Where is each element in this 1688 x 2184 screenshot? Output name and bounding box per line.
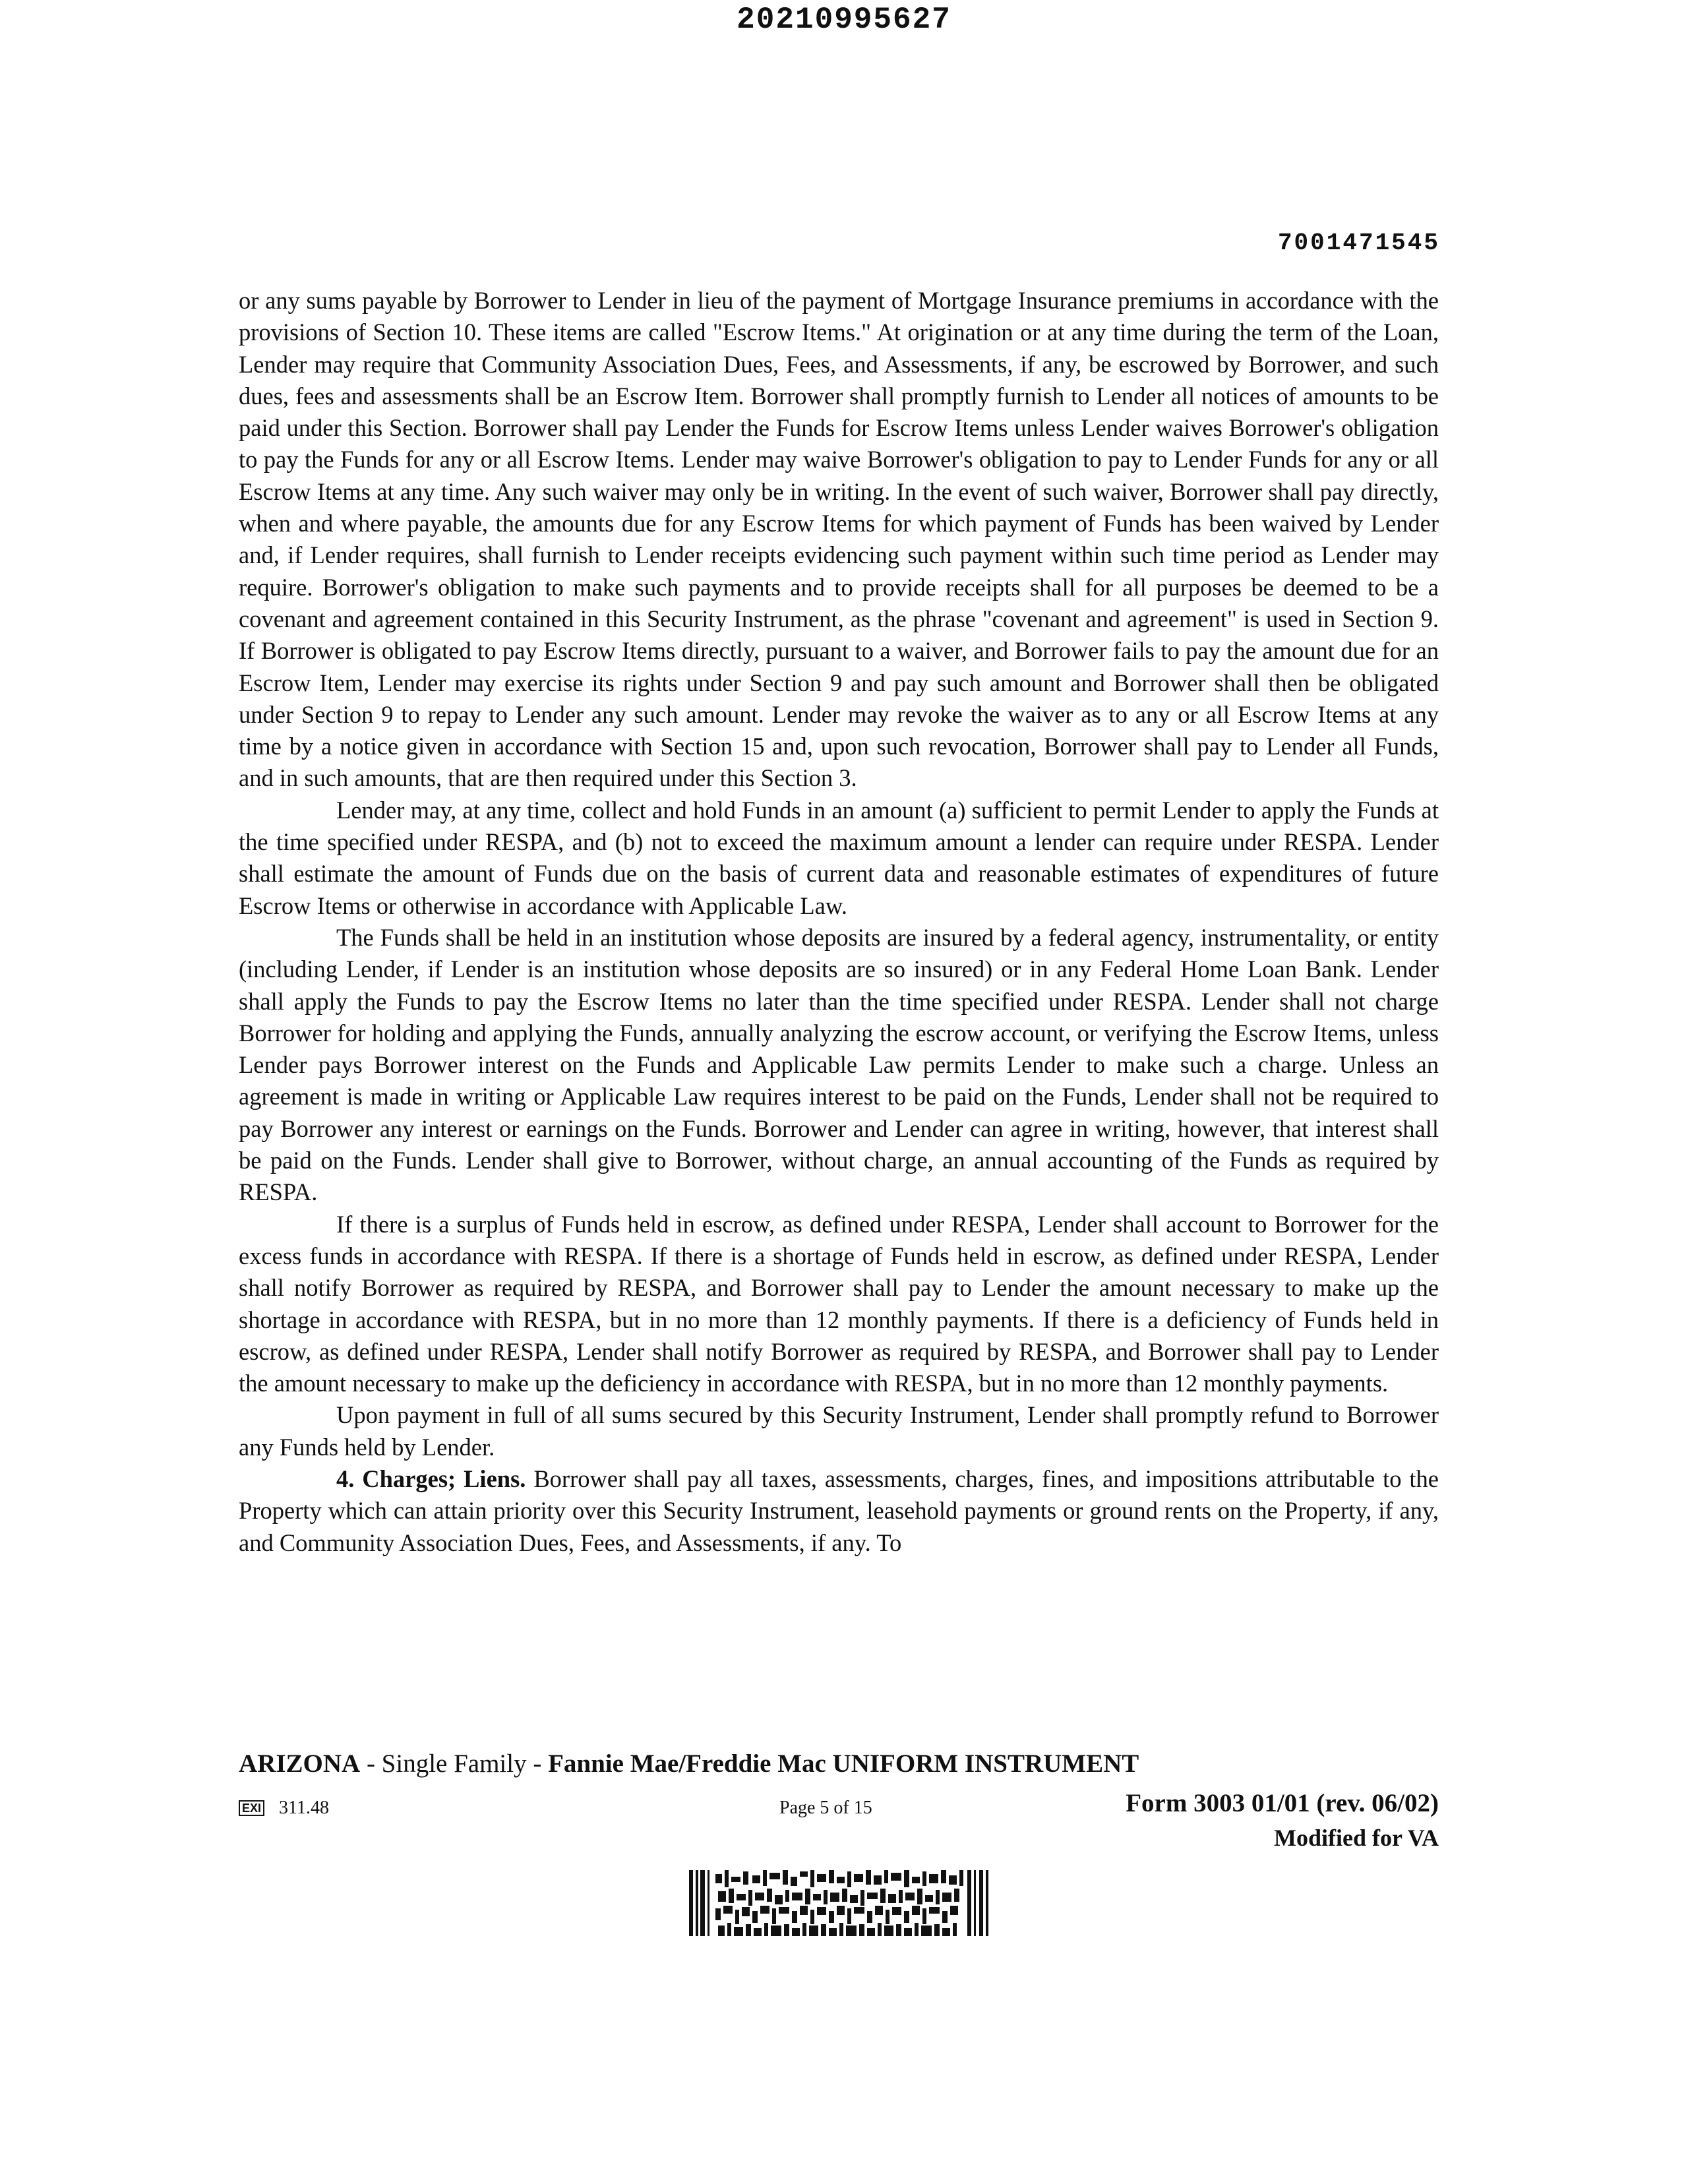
paragraph-refund: Upon payment in full of all sums secured by this Security Instrument, Lender shall promptly refund to Borrower any Funds held by Lender. bbox=[239, 1401, 1439, 1461]
barcode-icon bbox=[689, 1870, 992, 1936]
loan-number: 7001471545 bbox=[1277, 229, 1440, 257]
paragraph-surplus-shortage: If there is a surplus of Funds held in escrow, as defined under RESPA, Lender shall account to Borrower for the excess funds in accordance with RESPA. If there is a shortage of Funds held in escrow, as defined under RESPA, Lender shall notify Borrower as required by RESPA, and Borrower shall pay to Lender the amount necessary to make up the shortage in accordance with RESPA, but in no more than 12 monthly payments. If there is a deficiency of Funds held in escrow, as defined under RESPA, Lender shall notify Borrower as required by RESPA, and Borrower shall pay to Lender the amount necessary to make up the deficiency in accordance with RESPA, but in no more than 12 monthly payments. bbox=[239, 1210, 1439, 1397]
paragraph-funds-institution: The Funds shall be held in an institution whose deposits are insured by a federal agency, instrumentality, or entity (including Lender, if Lender is an institution whose deposits are so insured) or in any Federal Home Loan Bank. Lender shall apply the Funds to pay the Escrow Items no later than the time specified under RESPA. Lender shall not charge Borrower for holding and applying the Funds, annually analyzing the escrow account, or verifying the Escrow Items, unless Lender pays Borrower interest on the Funds and Applicable Law permits Lender to make such a charge. Unless an agreement is made in writing or Applicable Law requires interest to be paid on the Funds, Lender shall not be required to pay Borrower any interest or earnings on the Funds. Borrower and Lender can agree in writing, however, that interest shall be paid on the Funds. Lender shall give to Borrower, without charge, an annual accounting of the Funds as required by RESPA. bbox=[239, 923, 1439, 1206]
footer-separator: - Single Family - bbox=[360, 1749, 549, 1778]
paragraph-escrow-items: or any sums payable by Borrower to Lender in lieu of the payment of Mortgage Insurance premiums in accordance with the provisions of Section 10. These items are called "Escrow Items." At origination or at any time during the term of the Loan, Lender may require that Community Association Dues, Fees, and Assessments, if any, be escrowed by Borrower, and such dues, fees and assessments shall be an Escrow Item. Borrower shall promptly furnish to Lender all notices of amounts to be paid under this Section. Borrower shall pay Lender the Funds for Escrow Items unless Lender waives Borrower's obligation to pay the Funds for any or all Escrow Items. Lender may waive Borrower's obligation to pay to Lender Funds for any or all Escrow Items at any time. Any such waiver may only be in writing. In the event of such waiver, Borrower shall pay directly, when and where payable, the amounts due for any Escrow Items for which payment of Funds has been waived by Lender and, if Lender requires, shall furnish to Lender receipts evidencing such payment within such time period as Lender may require. Borrower's obligation to make such payments and to provide receipts shall for all purposes be deemed to be a covenant and agreement contained in this Security Instrument, as the phrase "covenant and agreement" is used in Section 9. If Borrower is obligated to pay Escrow Items directly, pursuant to a waiver, and Borrower fails to pay the amount due for an Escrow Item, Lender may exercise its rights under Section 9 and pay such amount and Borrower shall then be obligated under Section 9 to repay to Lender any such amount. Lender may revoke the waiver as to any or all Escrow Items at any time by a notice given in accordance with Section 15 and, upon such revocation, Borrower shall pay to Lender all Funds, and in such amounts, that are then required under this Section 3. bbox=[239, 287, 1439, 792]
form-logo-icon: EXI bbox=[239, 1800, 264, 1816]
form-id: Form 3003 01/01 (rev. 06/02) bbox=[1126, 1789, 1439, 1817]
footer-state: ARIZONA bbox=[239, 1749, 361, 1778]
paragraph-collect-funds: Lender may, at any time, collect and hold Funds in an amount (a) sufficient to permit Lender to apply the Funds at the time specified under RESPA, and (b) not to exceed the maximum amount a lender can require under RESPA. Lender shall estimate the amount of Funds due on the basis of current data and reasonable estimates of expenditures of future Escrow Items or otherwise in accordance with Applicable Law. bbox=[239, 796, 1439, 919]
paragraph-charges-liens bbox=[239, 1463, 1439, 1559]
footer-title bbox=[239, 1749, 1139, 1778]
document-body bbox=[239, 285, 1439, 1559]
section-heading: 4. Charges; Liens. bbox=[336, 1465, 526, 1492]
footer-code: 311.48 bbox=[279, 1798, 329, 1818]
modified-note: Modified for VA bbox=[1273, 1825, 1439, 1851]
recording-number: 20210995627 bbox=[737, 3, 951, 37]
footer-code-group bbox=[239, 1798, 329, 1819]
section-text: Borrower shall pay all taxes, assessments, charges, fines, and impositions attributable to the Property which can attain priority over this Security Instrument, leasehold payments or ground rents on the Property, if any, and Community Association Dues, Fees, and Assessments, if any. To bbox=[239, 1465, 1439, 1556]
footer-instrument: Fannie Mae/Freddie Mac UNIFORM INSTRUMENT bbox=[548, 1749, 1139, 1778]
footer-row bbox=[239, 1788, 1439, 1820]
page-number: Page 5 of 15 bbox=[779, 1798, 872, 1818]
